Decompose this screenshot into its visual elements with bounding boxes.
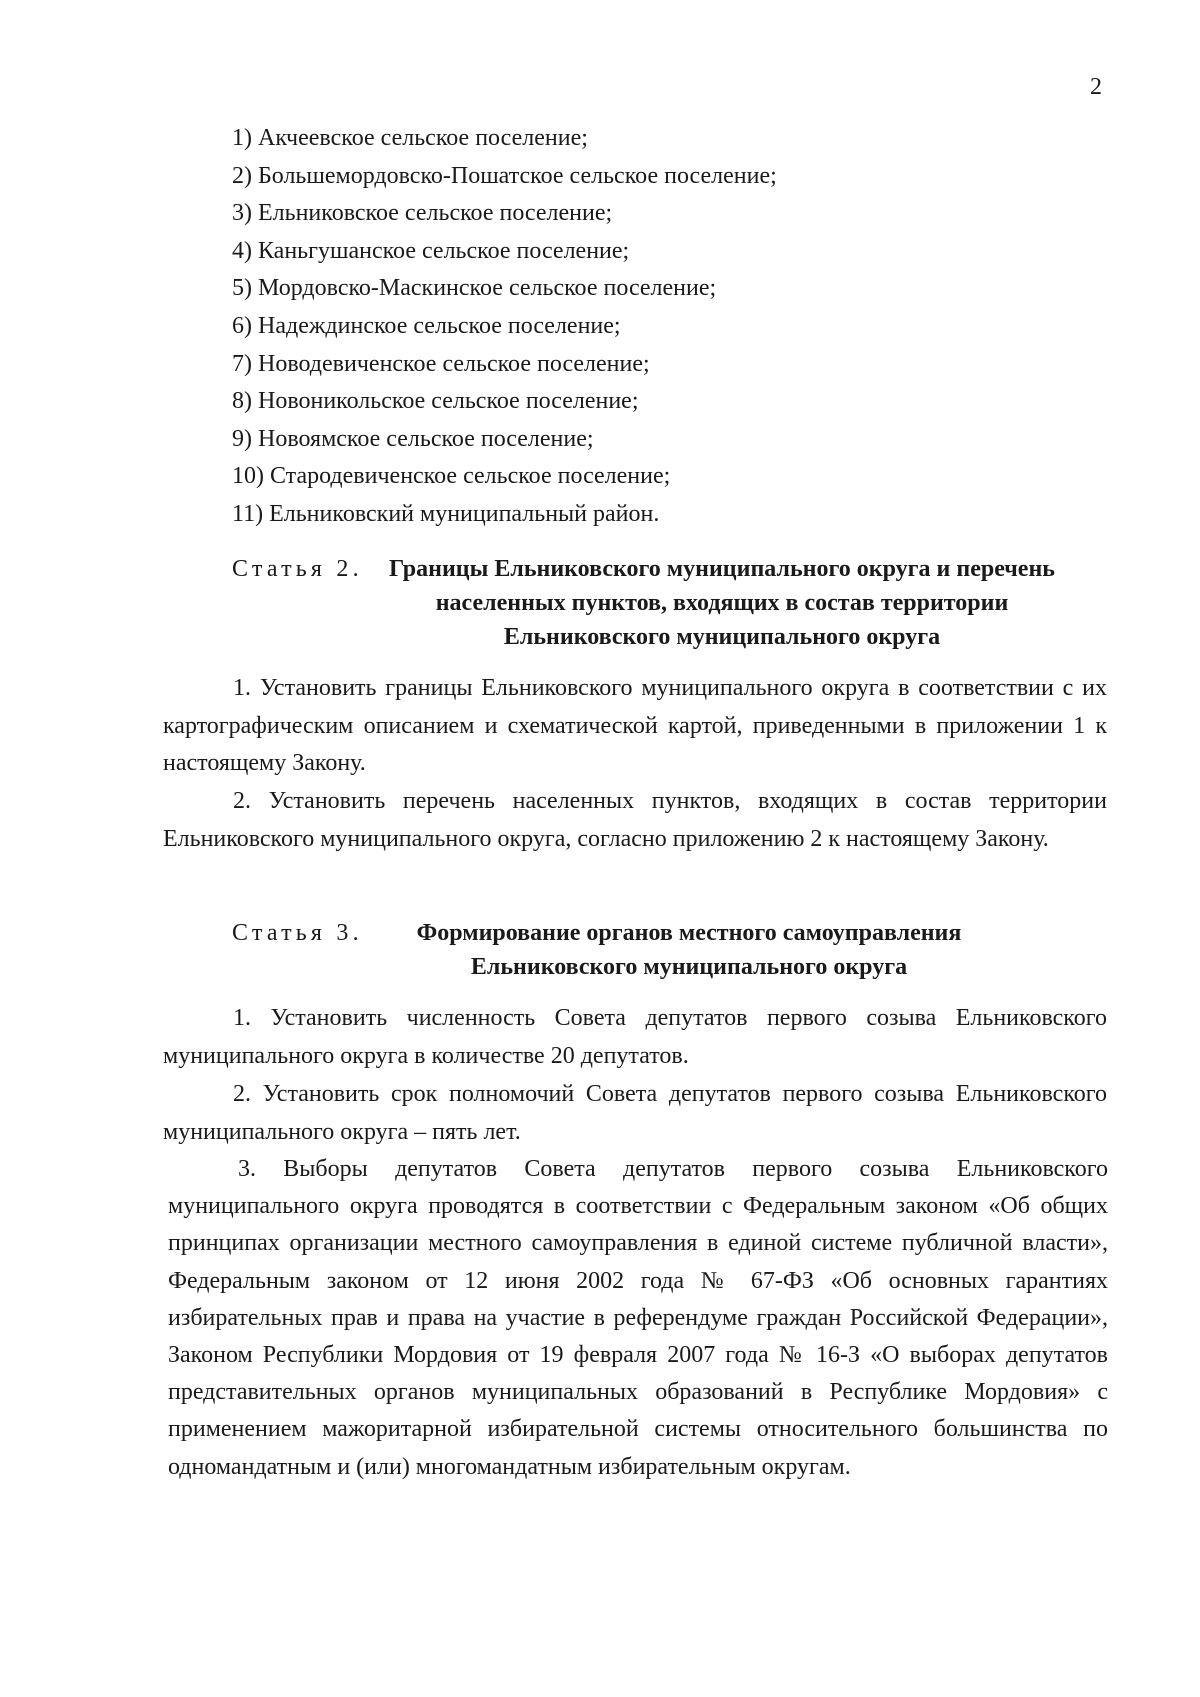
list-item: 2) Большемордовско-Пошатское сельское поселение; bbox=[232, 162, 777, 189]
article-2-paragraph-1: 1. Установить границы Ельниковского муниципального округа в соответствии с их картографическим описанием и схематической картой, приведенными в приложении 1 к настоящему Закону. bbox=[163, 675, 1107, 777]
list-item: 8) Новоникольское сельское поселение; bbox=[232, 388, 639, 415]
list-item: 5) Мордовско-Маскинское сельское поселение; bbox=[232, 275, 717, 302]
article-3-paragraph-1: 1. Установить численность Совета депутатов первого созыва Ельниковского муниципального округа в количестве 20 депутатов. bbox=[163, 1005, 1107, 1069]
list-item: 4) Каньгушанское сельское поселение; bbox=[232, 237, 630, 264]
list-item: 10) Стародевиченское сельское поселение; bbox=[232, 463, 671, 490]
page-number: 2 bbox=[1090, 74, 1102, 100]
list-item: 11) Ельниковский муниципальный район. bbox=[232, 500, 660, 527]
article-3-label: Статья 3. bbox=[232, 920, 363, 946]
settlements-list bbox=[232, 120, 777, 534]
article-2-heading bbox=[232, 552, 1062, 654]
list-item: 9) Новоямское сельское поселение; bbox=[232, 425, 594, 452]
article-3-heading bbox=[232, 916, 1032, 984]
list-item: 7) Новодевиченское сельское поселение; bbox=[232, 350, 650, 377]
article-2-title: Границы Ельниковского муниципального округа и перечень населенных пунктов, входящих в состав территории Ельниковского муниципального округа bbox=[389, 556, 1055, 650]
article-3-paragraph-3: 3. Выборы депутатов Совета депутатов первого созыва Ельниковского муниципального округа проводятся в соответствии с Федеральным законом «Об общих принципах организации местного самоуправления в единой системе публичной власти», Федеральным законом от 12 июня 2002 года № 67-ФЗ «Об основных гарантиях избирательных прав и права на участие в референдуме граждан Российской Федерации», Законом Республики Мордовия от 19 февраля 2007 года № 16-З «О выборах депутатов представительных органов муниципальных образований в Республике Мордовия» с применением мажоритарной избирательной системы относительного большинства по одномандатным и (или) многомандатным избирательным округам. bbox=[168, 1156, 1108, 1480]
list-item: 3) Ельниковское сельское поселение; bbox=[232, 200, 613, 227]
article-2-label: Статья 2. bbox=[232, 556, 363, 582]
article-2-paragraph-2: 2. Установить перечень населенных пунктов, входящих в состав территории Ельниковского муниципального округа, согласно приложению 2 к настоящему Закону. bbox=[163, 788, 1107, 852]
list-item: 6) Надеждинское сельское поселение; bbox=[232, 312, 621, 339]
list-item: 1) Акчеевское сельское поселение; bbox=[232, 125, 588, 151]
article-3-title: Формирование органов местного самоуправления Ельниковского муниципального округа bbox=[416, 920, 962, 980]
article-3-paragraph-2: 2. Установить срок полномочий Совета депутатов первого созыва Ельниковского муниципального округа – пять лет. bbox=[163, 1081, 1107, 1145]
